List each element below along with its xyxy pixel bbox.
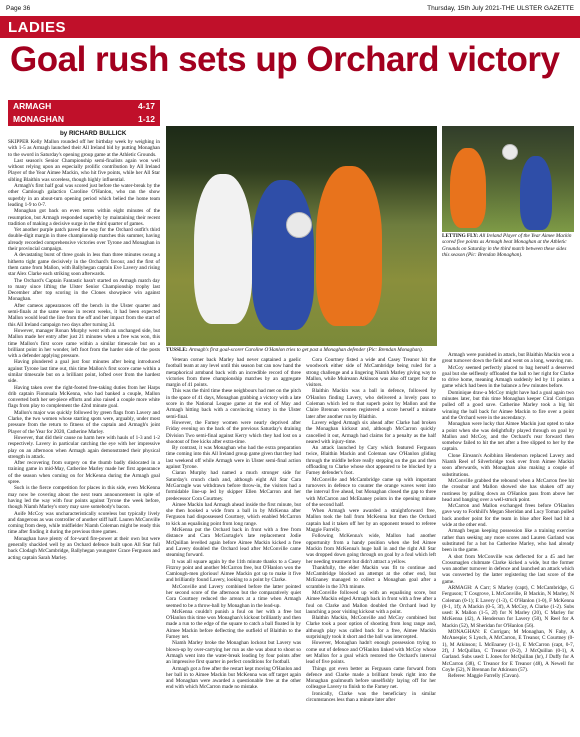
paragraph: Mallon's major was quickly followed by green flags from Lavery and Clarke, the two women whose starting spots were, arguably, under most pressure from the return to fitness of the captain and Armagh's joint Player of the Year for 2020, Catherine Marley. [8, 409, 160, 435]
paragraph: The Orchard's Captain Fantastic hasn't started on Armagh match day to many since lifting the Ulster Senior Championship trophy last December after top scoring in the Clones showpiece win against Monaghan. [8, 277, 160, 303]
paragraph: Blaithin Mackin, McConville and McCoy combined but Clarke took a poor option of shooting from long range and, although play was called back for a free, Aimee Mackin surprisingly took it short and the ball was intercepted. [306, 615, 436, 641]
paragraph: Niamh Marley broke the Monaghan lockout but Lavery was blown-up by over-carrying her run as she was about to shoot so Armagh went into the water-break leading by four points after an impressive first quarter in perfect conditions for football. [166, 640, 301, 666]
paragraph: When Armagh were awarded a straightforward free, Mallon took the ball from McKenna but then the Orchard captain had it taken off her by an opponent tensed to referee Maggie Farrelly. [306, 508, 436, 534]
paragraph: However, that did their cause no harm here with hauls of 1-3 and 1-2 respectively. Lavery in particular catching the eye with her impressive play on an afternoon when Armagh again demonstrated their physical strength in attack. [8, 434, 160, 460]
headline: Goal rush sets up Orchard victory [10, 40, 560, 79]
match-photo-tussle [166, 126, 437, 346]
byline: by RICHARD BULLICK [60, 130, 127, 137]
paragraph: McKenna put the Orchard back in front with a free from distance and Cara McGarragle's late replacement Jodie McQuillan levelled again before Aimee Mackin kicked a free and Lavery doubled the Orchard lead after McConville came steaming forward. [166, 527, 301, 559]
paragraph: Last season's Senior Championship semi-finalists again won well without relying upon an especially prolific contribution by All Ireland Player of the Year Aimee Mackin, who hit five points, while her All Star sibling Blaithin was scoreless, though highly influential. [8, 157, 160, 183]
section-title: LADIES [8, 19, 67, 36]
paragraph: McConville and Lavery combined before the latter pointed her second score of the afternoon but the comparatively quiet Cora Courtney reduced the arrears at a time when Armagh seemed to be a throw-ball by Monaghan in the lead-up. [166, 583, 301, 609]
paragraph: Ciaran Murphy had named a much stronger side for Saturday's crunch clash and, although eight All Star Cara McGarragle was withdrawn before throw-in, the visitors had a formidable line-up led by skipper Ellen McCarron and her predecessor Cora Courtney. [166, 470, 301, 502]
paragraph: McCarron and Mallon exchanged frees before O'Hanlon gave way to Forkhill's Megan Sheridan and Lucy Toman pulled back another point for the team in blue after Reel had hit a wide at the other end. [442, 503, 574, 529]
paragraph: Monaghan got back on even terms within eight minutes of the resumption, but Armagh responded superbly by maintaining their recent tradition of making a decisive surge in the third quarter of games. [8, 208, 160, 227]
team-name: MONAGHAN [13, 114, 64, 124]
paragraph: It was all square again by the 11th minute thanks to a Casey Fitzroy point and another McCarron free, but O'Hanlon won the Camlough-men glorious! Aimee Mackin got up to make it five and brilliantly found Lavery, looking to a point by Clarke. [166, 558, 301, 584]
score-box [8, 100, 160, 126]
caption-text: All Ireland Player of the Year Aimee Mackin scored five points as Armagh beat Monaghan at the Athletic Grounds on Saturday in the third match between these sides this season (Pic: Brendan Monaghan). [442, 233, 572, 258]
paragraph: However, Monaghan hadn't enough possession trying to come out of defence and O'Hanlon linked with McCoy whose set Mallon for a goal which restored the Orchard's interval lead of five points. [306, 640, 436, 666]
paragraph: Armagh's first half goal was scored just before the water-break by the other Camlough galactico Caroline O'Hanlon, who ran the show superbly in an about-turn opening period which belied the home team leading 1-9 to 0-7. [8, 183, 160, 208]
paragraph: After cameos appearances off the bench in the Ulster quarter and semi-finals at the same venue in recent weeks, it had been expected Mallon would lead the line from the off and her impact from the start of this All Ireland campaign two days after turning 24. [8, 302, 160, 328]
photo-caption-letting-fly [442, 233, 574, 258]
paragraph: Blaithin Mackin was a ball in defence, followed by O'Hanlon finding Lavery, who delivered a lovely pass to Coleman which led to that superb point by Mallon and the Claire Brennan women registered a score herself a minute later after another run by Blaithin. [306, 388, 436, 420]
paragraph: McConville and McCambridge came up with important turnovers in defence to counter the orange waves went into the interval five ahead, but Monaghan closed the gap to three with McCarron and McEnaney points in the opening minute of the second half. [306, 476, 436, 508]
paragraph: Such is the fierce competition for places in this side, even McKenna may now be covering about the next team announcement in spite of having led the way with four points against Tyrone the week before, though Niamh Marley's story may save somebody's bacon. [8, 485, 160, 511]
paragraph: Cora Courtney fisted a wide and Casey Treanor hit the woodwork either side of McCambridge being ruled for a strong challenge and a lingering Niamh Marley giving way to Mallon, while Muireann Atkinson was also off target for the visitors. [306, 357, 436, 389]
score-row-away [8, 113, 160, 126]
paragraph: Armagh began keeping possession like a training exercise rather than seeking any more scores and Lauren Garland was substituted for a hot ho Catherine Marley, who had already been in the game. [442, 528, 574, 554]
article-column-1 [8, 139, 160, 733]
caption-text: Armagh's first goal-scorer Caroline O'Hanlon tries to get past a Monaghan defender (Pic: Brendan Monaghan). [188, 347, 423, 353]
article-column-2 [166, 357, 301, 733]
article-column-3 [306, 357, 436, 733]
paragraph: Armagh got a free after the restart kept moving O'Hanlon and her ball in to Aimee Mackin but McKenna was off target again and Monaghan were awarded a questionable free at the other end with which McCarron made no mistake. [166, 665, 301, 691]
paragraph: McConville grabbed the rebound when a McCarron free hit the crossbar and Mallon showed she has shaken off any rustiness by pulling down an O'Hanlon pass from above her head and banging over a well-struck point. [442, 477, 574, 503]
score-row-home [8, 100, 160, 113]
paragraph: However, manager Ronan Murphy went with an unchanged side, but Mallon made her entry after just 21 minutes when a free was won, this time Mallon's first score came within a similar timescale but on a brilliant point in her wonder, left foot from the harder side of the posts with a defender applying pressure. [8, 327, 160, 360]
page-header [6, 3, 574, 13]
caption-label: LETTING FLY: [442, 233, 479, 239]
paragraph: Armagh were punished in attack, but Blaithin Mackin won a great turnover down the field and went on a long, weaving run. [442, 352, 574, 365]
paragraph: Having taken over the right-footed free-taking duties from her Harps drib captain Fionnuala McKenna, who had banked a couple, Mallon converted both her set-piece efforts and also raised a couple more white flags from play to complement the 42nd minute goal. [8, 384, 160, 410]
paragraph: McConville followed up with an equalising score, but Aimee Mackin edged Armagh back in front with a free after a foul on Clarke and Mallon doubled the Orchard lead by launching a poor visiting kickout with a point. [306, 589, 436, 615]
paragraph: A shot from McConville was deflected for a 45 and her Crossmaglen clubmate Clarke kicked a wide, but the former won another turnover in defence and launched an attack which was converted by the latter registering the last score of the game. [442, 553, 574, 585]
football-ball [286, 212, 312, 238]
paragraph: Aimee Mackin had Armagh ahead inside the first minute, but she then hooked a wide from a ball in by McKenna after Ferguson had dispossessed Courtney, which enabled McCarron to kick an equalising point from long range. [166, 501, 301, 527]
paragraph: Monaghan have plenty of for-ward fire-power at their own but were generally shackled well by an Orchard defence built upon All Star full back Clodagh McCambridge, Ballyhegan youngster Grace Ferguson and acting captain Sarah Marley. [8, 535, 160, 561]
team-score: 4-17 [137, 101, 155, 111]
paragraph: An attack launched by Cary which featured Ferguson twice, Blaithin Mackin and Coleman saw O'Hanlon gliding through the middle before really stepping on the gas and then offloading to Clarke whose shot appeared to be blocked by a Farney defender's foot. [306, 445, 436, 477]
team-score: 1-12 [137, 114, 155, 124]
paragraph: Referee: Maggie Farrelly (Cavan). [448, 673, 520, 680]
article-column-4 [442, 352, 574, 733]
paragraph: Having plundered a goal just four minutes after being introduced against Tyrone last time out, this time Mallon's first score came within a similar timescale but on a brilliant point, lofted over from the hardest side. [8, 359, 160, 385]
paragraph: McCoy seemed perfectly placed to bag herself a deserved goal but she selflessly offloaded the ball to her right for Clarke to drive home, meaning Armagh suddenly led by 11 points a game which had been in the balance a few minutes before. [442, 364, 574, 390]
paragraph: Following McKenna's wide, Mallon had another opportunity from a handy position when she fed Aimee Mackin from McKenna's huge ball in and the right All Star was dropped down going through on goal by a foul which left her needing treatment but didn't attract a yellow. [306, 533, 436, 565]
match-photo-letting-fly [442, 126, 574, 232]
paragraph: A devastating burst of three goals in less than three minutes swung a hitherto tight game decisively in the Orchard's favour, and the first of them came from Mallon, with Ballyhegan captain Eve Lavery and rising star Alex Clarke each striking soon afterwards. [8, 252, 160, 278]
paragraph: Dominique draw-a McCoy might have had a goal again two minutes later, but this time Monaghan keeper Ciral Corrigan pulled off a good save. Catherine Marley took a big hit winning the ball back for Aimee Mackin to fire over a point and the Orchard were in the ascendancy. [442, 389, 574, 421]
paragraph: After recovering from surgery on the thumb badly dislocated in a training game in mid-May, Catherine Marley made her first appearance of the season when coming on for McKenna during the Armagh goal spree. [8, 460, 160, 486]
section-banner [0, 16, 580, 38]
team-name: ARMAGH [13, 101, 52, 111]
paragraph: By contrast, it was Monaghan who had the extra preparation time coming into this All Ireland group game given that they had last weekend off while Armagh were in Ulster semi-final action against Tyrone. [166, 445, 301, 471]
player-figure-orange [450, 148, 486, 228]
caption-label: TUSSLE: [166, 347, 188, 353]
paragraph: Lavery edged Armagh six ahead after Clarke had broken the Monaghan kickout and, although McCarron quickly cancelled it out, Armagh had claims for a penalty as the half neared with injury-time. [306, 419, 436, 445]
player-figure-orange [316, 166, 382, 326]
paragraph: Things got even better as Ferguson came forward from defence and Clarke made a brilliant break right into the Monaghan goalmouth before unselfishly laying off for her colleague Lavery to finish to the Farney net. [306, 665, 436, 691]
paragraph: Thankfully, the elder Mackin was fit to continue and McCambridge blocked an attempt at the other end, but McEnaney managed to collect a Monaghan goal after a scramble in the 37th minute. [306, 564, 436, 590]
paragraph: Clone Eireann's Aoibhinn Henderson replaced Lavery and Niamh Reel of Silverbridge took over from Aimee Mackin soon afterwards, with Monaghan also making a couple of substitutions. [442, 452, 574, 478]
page-number: Page 36 [6, 4, 31, 12]
paragraph: ARMAGH: A Carr; S Marley (capt), C McCambridge, G Ferguson; T Cosgrove, L McConville, B Mackin, N Marley, N Coleman (0-1); E Lavery (1-3), C O'Hanlon (1-0), F McKenna (0-1, 1f); A Mackin (0-5, 3f), A McCoy, A Clarke (1-2). Subs used: K Mallon (1-5, 2f) for N Marley (20), C Marley for McKenna (42), A Henderson for Lavery (50), N Reel for A Mackin (52), M Sheridan for O'Hanlon (56). [442, 584, 574, 629]
photo-caption-tussle [166, 347, 437, 353]
paragraph: Aoife McCoy was uncharacteristically scoreless but typically lively and dangerous as was controller of another stiff half. Lauren McConville coming from deep, while midfielder Niamh Coleman might be ready this time after finding it during the previous three games. [8, 510, 160, 536]
dateline: Thursday, 15th July 2021-THE ULSTER GAZETTE [427, 4, 574, 12]
paragraph: This was the third time these neighbours had met on the pitch in the space of 41 days, Monaghan grabbing a victory with a late score in the National League game at the end of May and Armagh hitting back with a convincing victory in the Ulster semi-final. [166, 388, 301, 420]
paragraph: MONAGHAN: E Corrigan; M Monaghan, N Fahy, A McAnespie; S Lynch, A McCarron, E Treanor, C Courtney (0-1), M Atkinson; L McEnaney (1-1), E McCarron (capt, 0-7, 2f), J McQuillan, C Treanor (0-2), J McQuillan (0-1), A Garland. Subs used: L Jones for McQuillan (hr), J Duffy for A McCarron (38), C Treanor for E Treanor (48), A Newell for Coyle (52), N Brennan for Atkinson (57). [442, 629, 574, 673]
paragraph: McKenna couldn't punish a foul on her with a free but O'Hanlon this time won Monaghan's kickout brilliantly and then made a run to the edge of the square to catch a ball floated in by Aimee Mackin before deflecting the outfield of Blaithin to the Farney net. [166, 608, 301, 641]
player-figure-white [194, 174, 252, 324]
player-figure-blue [520, 156, 552, 230]
paragraph: Monaghan were lucky that Aimee Mackin just opted to take a point when she was delightfully played through on goal by Mallon and McCoy, and the Orchard's rear forward then somehow failed to hit the net after a free slipped to her by the captain. [442, 421, 574, 453]
football-ball [502, 144, 518, 160]
paragraph: Veteran corner back Marley had never captained a gaelic football team at any level until this season but can now hand the metaphorical armband back with an incredible record of three victories from three championship matches by an aggregate margin of 41 points. [166, 357, 301, 389]
paragraph: However, the Farney women were nearly deprived after Friday evening on the back of the previous Saturday's draining Division Two semi-final against Kerry which they had lost on a shootout of free kicks after extra-time. [166, 419, 301, 445]
paragraph: SKIPPER Kelly Mallon rounded off her birthday week by weighing in with 1-5 as Armagh launched their All Ireland bid by putting Monaghan to the sword in Saturday's opening group game at the Athletic Grounds. [8, 139, 160, 158]
player-figure-blue [252, 180, 314, 330]
paragraph: Ironically, Clarke was the beneficiary in similar circumstances less than a minute later after [306, 690, 436, 704]
paragraph: Yet another purple patch paved the way for the Orchard outfit's third double-digit margin in three championship matches this summer, having already recorded comprehensive victories over Tyrone and Monaghan in their provincial campaign. [8, 227, 160, 253]
